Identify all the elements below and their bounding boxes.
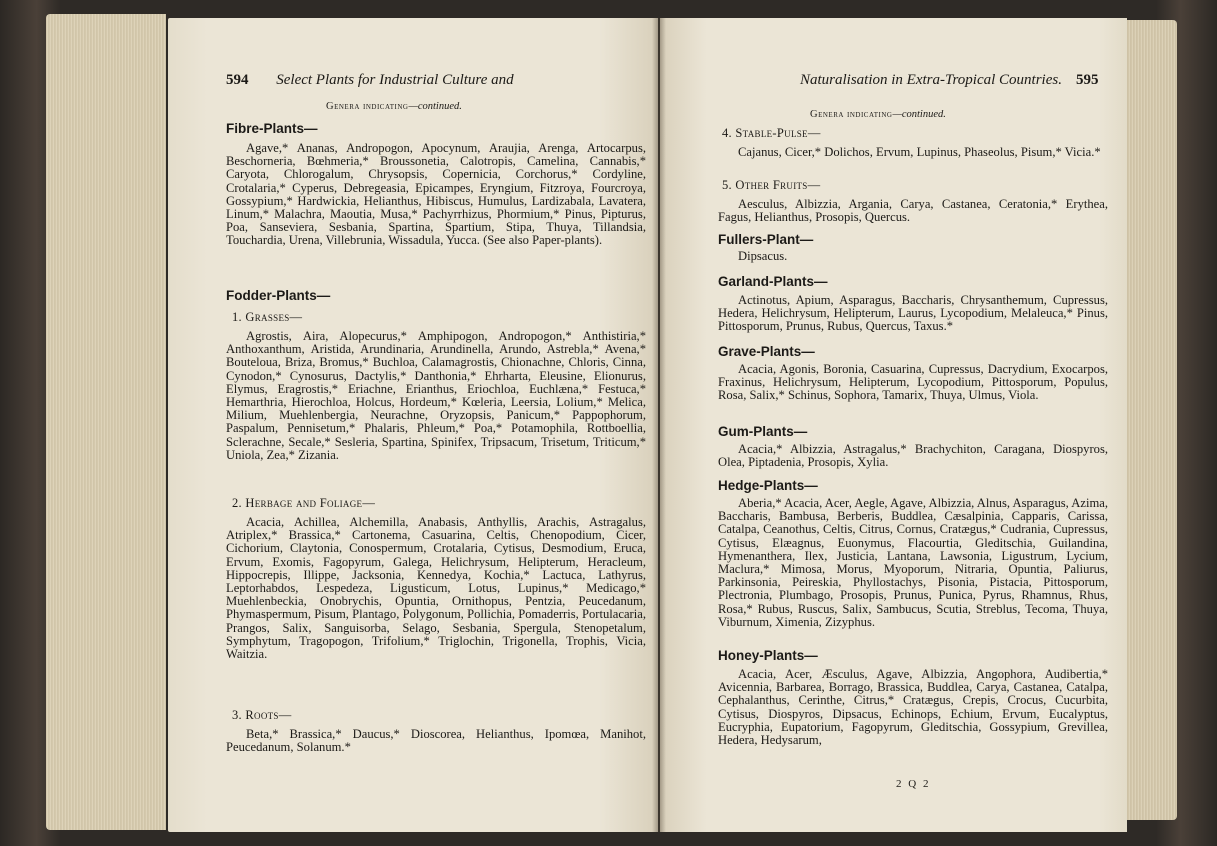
page-edges-left <box>46 14 166 830</box>
paragraph-roots: Beta,* Brassica,* Daucus,* Dioscorea, Helianthus, Ipomœa, Manihot, Peucedanum, Solanum.* <box>226 727 646 755</box>
paragraph-hedge-plants: Aberia,* Acacia, Acer, Aegle, Agave, Albizzia, Alnus, Asparagus, Azima, Baccharis, Bambusa, Berberis, Buddlea, Cæsalpinia, Capparis, Carissa, Catalpa, Ceanothus, Celtis, Citrus, Cornus, Cratægus,* Cudrania, Cupressus, Cytisus, Elæagnus, Euonymus, Flacourtia, Gleditschia, Guilandina, Hymenanthera, Ilex, Justicia, Lantana, Lawsonia, Ligustrum, Lycium, Maclura,* Mimosa, Morus, Myoporum, Nitraria, Opuntia, Paliurus, Parkinsonia, Peireskia, Phyllostachys, Pisonia, Pistacia, Pittosporum, Plectronia, Plumbago, Prosopis, Prunus, Punica, Pyrus, Rhamnus, Rhus, Rosa,* Rubus, Ruscus, Salix, Sambucus, Scutia, Streblus, Tecoma, Thuya, Viburnum, Ximenia, Zizyphus. <box>718 496 1108 629</box>
subhead-continued: —continued. <box>408 101 462 112</box>
left-running-head <box>226 72 514 89</box>
running-title-left: Select Plants for Industrial Culture and <box>276 72 514 88</box>
signature-mark: 2 Q 2 <box>896 778 931 790</box>
paragraph-grave-plants: Acacia, Agonis, Boronia, Casuarina, Cupressus, Dacrydium, Exocarpos, Fraxinus, Helichrysum, Helipterum, Lycopodium, Pittosporum, Populus, Rosa, Salix,* Schinus, Sophora, Tamarix, Thuya, Ulmus, Viola. <box>718 362 1108 403</box>
book-gutter <box>652 18 666 832</box>
paragraph-fullers-plant: Dipsacus. <box>738 249 788 263</box>
subsection-herbage: 2. Herbage and Foliage— <box>232 496 376 510</box>
heading-fodder-plants: Fodder-Plants— <box>226 288 331 303</box>
running-title-right: Naturalisation in Extra-Tropical Countries. <box>800 72 1062 88</box>
page-number-left: 594 <box>226 72 249 88</box>
subhead-text: Genera indicating <box>810 109 893 120</box>
heading-fullers-plant: Fullers-Plant— <box>718 232 814 247</box>
subsection-roots: 3. Roots— <box>232 708 292 722</box>
right-page-number-wrap <box>1076 72 1099 89</box>
subsection-stable-pulse: 4. Stable-Pulse— <box>722 126 821 140</box>
right-running-head <box>800 72 1100 89</box>
left-subhead <box>326 101 462 112</box>
heading-garland-plants: Garland-Plants— <box>718 274 828 289</box>
subsection-other-fruits: 5. Other Fruits— <box>722 178 821 192</box>
right-subhead <box>810 109 946 120</box>
paragraph-honey-plants: Acacia, Acer, Æsculus, Agave, Albizzia, Angophora, Audibertia,* Avicennia, Barbarea, Borrago, Brassica, Buddlea, Carya, Castanea, Catalpa, Cephalanthus, Cerinthe, Citrus,* Cratægus, Crepis, Crocus, Cucurbita, Cytisus, Diospyros, Dipsacus, Echinops, Echium, Ervum, Eucalyptus, Eucryphia, Eupatorium, Fagopyrum, Gleditschia, Gossypium, Grevillea, Hedera, Hedysarum, <box>718 667 1108 748</box>
paragraph-grasses: Agrostis, Aira, Alopecurus,* Amphipogon, Andropogon,* Anthistiria,* Anthoxanthum, Aristida, Arundinaria, Arundinella, Arundo, Astrebla,* Avena,* Bouteloua, Briza, Bromus,* Buchloa, Calamagrostis, Chionachne, Chloris, Cinna, Cynodon,* Cynosurus, Dactylis,* Danthonia,* Ehrharta, Eleusine, Elionurus, Elymus, Eragrostis,* Eriachne, Erianthus, Eriochloa, Euchlæna,* Festuca,* Hemarthria, Hierochloa, Holcus, Hordeum,* Kœleria, Leersia, Lolium,* Melica, Milium, Muehlenbergia, Neurachne, Oryzopsis, Panicum,* Pappophorum, Paspalum, Pennisetum,* Phalaris, Phleum,* Poa,* Potamophila, Rottboellia, Sclerachne, Secale,* Sesleria, Spartina, Spinifex, Tripsacum, Trisetum, Triticum,* Uniola, Zea,* Zizania. <box>226 329 646 462</box>
right-page <box>660 18 1127 832</box>
paragraph-other-fruits: Aesculus, Albizzia, Argania, Carya, Castanea, Ceratonia,* Erythea, Fagus, Helianthus, Prosopis, Quercus. <box>718 197 1108 225</box>
paragraph-herbage: Acacia, Achillea, Alchemilla, Anabasis, Anthyllis, Arachis, Astragalus, Atriplex,* Brassica,* Cartonema, Casuarina, Celtis, Chenopodium, Cicer, Cichorium, Claytonia, Conospermum, Crotalaria, Cytisus, Desmodium, Eruca, Ervum, Exomis, Fagopyrum, Galega, Helichrysum, Helipterum, Heracleum, Hippocrepis, Illippe, Jacksonia, Kennedya, Kochia,* Lactuca, Lathyrus, Leptorhabdos, Lespedeza, Ligusticum, Lotus, Lupinus,* Medicago,* Muehlenbeckia, Onobrychis, Opuntia, Ornithopus, Pentzia, Peucedanum, Phymaspermum, Pisum, Plantago, Polygonum, Pollichia, Pomaderris, Portulacaria, Prangos, Salix, Sanguisorba, Selago, Sesbania, Spergula, Stenopetalum, Symphytum, Tragopogon, Trifolium,* Triglochin, Trigonella, Trophis, Vicia, Waitzia. <box>226 515 646 662</box>
heading-grave-plants: Grave-Plants— <box>718 344 815 359</box>
paragraph-fibre-plants: Agave,* Ananas, Andropogon, Apocynum, Araujia, Arenga, Artocarpus, Beschorneria, Bœhmeria,* Broussonetia, Calotropis, Camelina, Cannabis,* Caryota, Chlorogalum, Chrysopsis, Copernicia, Corchorus,* Cordyline, Crotalaria,* Cyperus, Debregeasia, Epicampes, Eryngium, Fitzroya, Fourcroya, Gossypium,* Hardwickia, Helianthus, Hibiscus, Humulus, Lardizabala, Lavatera, Linum,* Malachra, Maoutia, Musa,* Pachyrrhizus, Phormium,* Pinus, Pipturus, Poa, Sanseviera, Sesbania, Spartina, Spartium, Stipa, Thuya, Tillandsia, Touchardia, Urena, Villebrunia, Wissadula, Yucca. (See also Paper-plants). <box>226 141 646 248</box>
subhead-continued: —continued. <box>892 109 946 120</box>
subsection-grasses: 1. Grasses— <box>232 310 303 324</box>
paragraph-gum-plants: Acacia,* Albizzia, Astragalus,* Brachychiton, Caragana, Diospyros, Olea, Piptadenia, Prosopis, Xylia. <box>718 442 1108 470</box>
left-page <box>168 18 658 832</box>
subhead-text: Genera indicating <box>326 101 409 112</box>
heading-honey-plants: Honey-Plants— <box>718 648 818 663</box>
page-number-right: 595 <box>1076 72 1099 88</box>
paragraph-stable-pulse: Cajanus, Cicer,* Dolichos, Ervum, Lupinus, Phaseolus, Pisum,* Vicia.* <box>738 145 1101 159</box>
heading-gum-plants: Gum-Plants— <box>718 424 808 439</box>
heading-hedge-plants: Hedge-Plants— <box>718 478 818 493</box>
page-edges-right <box>1125 20 1177 820</box>
heading-fibre-plants: Fibre-Plants— <box>226 121 318 136</box>
paragraph-garland-plants: Actinotus, Apium, Asparagus, Baccharis, Chrysanthemum, Cupressus, Hedera, Helichrysum, Helipterum, Laurus, Lycopodium, Melaleuca,* Pinus, Pittosporum, Prunus, Rubus, Quercus, Taxus.* <box>718 293 1108 334</box>
